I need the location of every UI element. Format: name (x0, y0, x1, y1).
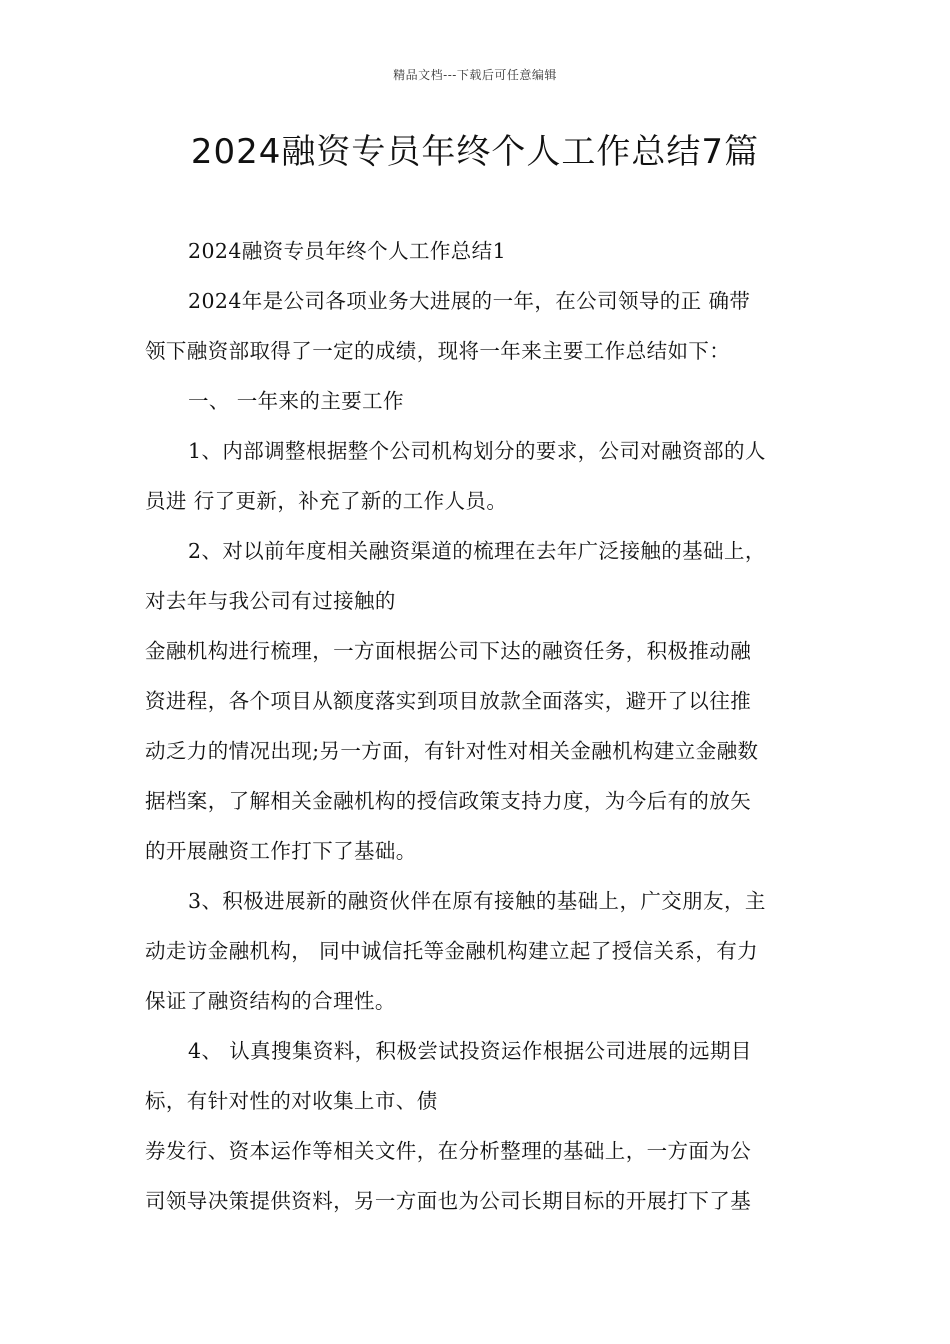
paragraph-line: 对去年与我公司有过接触的 (145, 589, 396, 613)
subheading: 一、 一年来的主要工作 (188, 389, 404, 413)
header-note: 精品文档---下载后可任意编辑 (393, 68, 557, 82)
paragraph-line: 4、 认真搜集资料，积极尝试投资运作根据公司进展的远期目 (188, 1039, 752, 1063)
paragraph-line: 的开展融资工作打下了基础。 (145, 839, 417, 863)
paragraph-line: 司领导决策提供资料，另一方面也为公司长期目标的开展打下了基 (145, 1189, 752, 1213)
paragraph-line: 标，有针对性的对收集上市、债 (145, 1089, 438, 1113)
paragraph-line: 3、积极进展新的融资伙伴在原有接触的基础上，广交朋友，主 (188, 889, 766, 913)
paragraph-line: 领下融资部取得了一定的成绩，现将一年来主要工作总结如下： (145, 339, 731, 363)
paragraph-line: 保证了融资结构的合理性。 (145, 989, 396, 1013)
paragraph-line: 动走访金融机构， 同中诚信托等金融机构建立起了授信关系，有力 (145, 939, 759, 963)
paragraph-line: 据档案，了解相关金融机构的授信政策支持力度，为今后有的放矢 (145, 789, 752, 813)
paragraph-line: 2024年是公司各项业务大进展的一年，在公司领导的正 确带 (188, 289, 751, 313)
paragraph-line: 金融机构进行梳理，一方面根据公司下达的融资任务，积极推动融 (145, 639, 752, 663)
section-heading: 2024融资专员年终个人工作总结1 (188, 239, 507, 263)
paragraph-line: 1、内部调整根据整个公司机构划分的要求，公司对融资部的人 (188, 439, 766, 463)
document-title: 2024融资专员年终个人工作总结7篇 (190, 132, 760, 172)
paragraph-line: 员进 行了更新，补充了新的工作人员。 (145, 489, 508, 513)
paragraph-line: 2、对以前年度相关融资渠道的梳理在去年广泛接触的基础上， (188, 539, 766, 563)
paragraph-line: 动乏力的情况出现;另一方面，有针对性对相关金融机构建立金融数 (145, 739, 759, 763)
paragraph-line: 资进程，各个项目从额度落实到项目放款全面落实，避开了以往推 (145, 689, 752, 713)
paragraph-line: 券发行、资本运作等相关文件，在分析整理的基础上，一方面为公 (145, 1139, 752, 1163)
